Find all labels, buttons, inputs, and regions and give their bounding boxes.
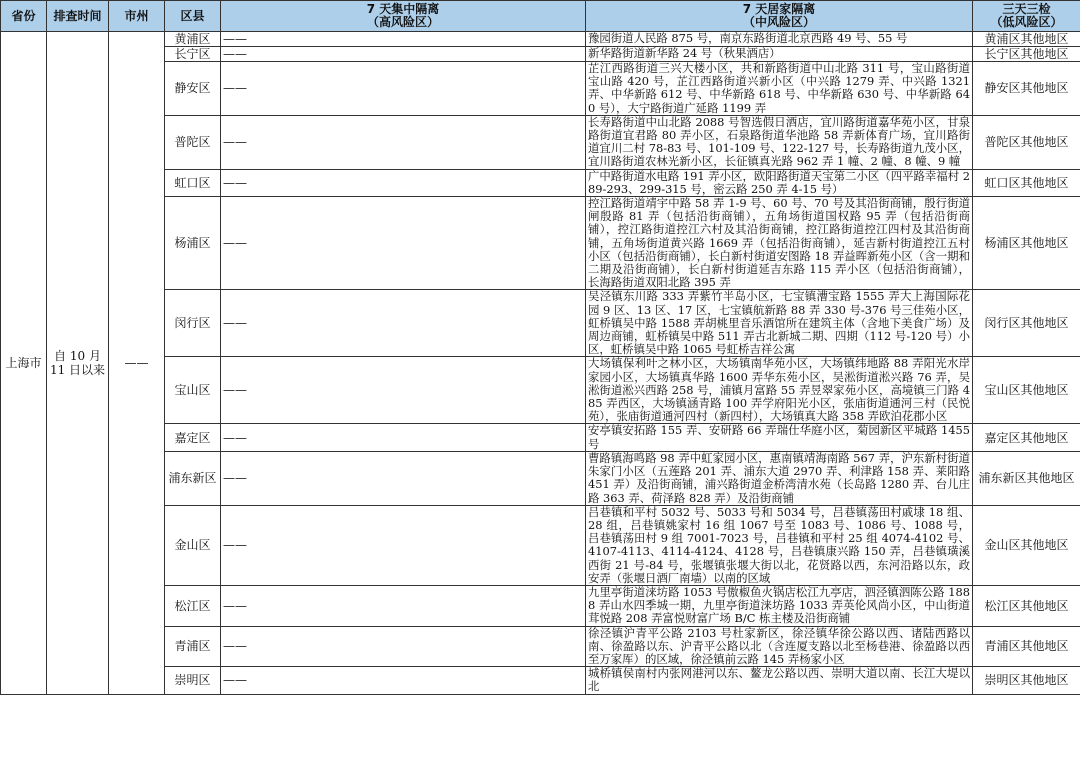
low-risk-cell: 黄浦区其他地区 <box>973 32 1080 47</box>
district-cell: 浦东新区 <box>165 451 221 505</box>
mid-risk-cell: 芷江西路街道三兴大楼小区，共和新路街道中山北路 311 号，宝山路街道宝山路 420 号，芷江西路街道兴新小区（中兴路 1279 弄、中兴路 1321 弄、中华新路 612 号、中华新路 618 号、中华新路 630 号、中华新路 640 号），大宁路街道广延路 1199 弄 <box>586 62 973 116</box>
table-body <box>1 32 1080 695</box>
header-mid-sub: （中风险区） <box>742 15 815 29</box>
mid-risk-cell: 九里亭街道涞坊路 1053 号傲椒鱼火锅店松江九亭店，泗泾镇泗陈公路 1888 弄山水四季城一期，九里亭街道涞坊路 1033 弄英伦风尚小区，中山街道茸悦路 208 弄富悦财富广场 B/C 栋主楼及沿街商铺 <box>586 585 973 626</box>
mid-risk-cell: 吕巷镇和平村 5032 号、5033 号和 5034 号，吕巷镇荡田村戚埭 18 组、28 组，吕巷镇姚家村 16 组 1067 号至 1083 号、1086 号、1088 号，吕巷镇荡田村 9 组 7001-7023 号，吕巷镇和平村 25 组 4074-4102 号、4107-4113、4114-4124、4128 号，吕巷镇康兴路 150 弄，吕巷镇璜溪西街 21 号-84 号，张堰镇张堰大街以北，花贤路以西，东河沿路以东，政安弄（张堰日酒厂南墙）以南的区域 <box>586 505 973 585</box>
mid-risk-cell: 曹路镇海鸣路 98 弄中虹家园小区，惠南镇靖海南路 567 弄，沪东新村街道朱家门小区（五莲路 201 弄、浦东大道 2970 弄、利津路 158 弄、莱阳路 451 弄）及沿街商铺，浦兴路街道金桥湾清水苑（长岛路 1280 弄、台儿庄路 363 弄、荷泽路 828 弄）及沿街商铺 <box>586 451 973 505</box>
high-risk-cell: —— <box>221 505 586 585</box>
low-risk-cell: 青浦区其他地区 <box>973 626 1080 667</box>
low-risk-cell: 长宁区其他地区 <box>973 47 1080 62</box>
high-risk-cell: —— <box>221 585 586 626</box>
district-cell: 普陀区 <box>165 115 221 169</box>
district-cell: 崇明区 <box>165 667 221 694</box>
low-risk-cell: 虹口区其他地区 <box>973 169 1080 196</box>
header-high-title: 7 天集中隔离 <box>366 2 440 16</box>
district-cell: 杨浦区 <box>165 197 221 290</box>
header-district: 区县 <box>165 1 221 32</box>
header-row <box>1 1 1080 32</box>
high-risk-cell: —— <box>221 424 586 451</box>
province-cell: 上海市 <box>1 32 47 695</box>
high-risk-cell: —— <box>221 32 586 47</box>
header-check-time: 排查时间 <box>47 1 109 32</box>
district-cell: 宝山区 <box>165 357 221 424</box>
low-risk-cell: 宝山区其他地区 <box>973 357 1080 424</box>
district-cell: 松江区 <box>165 585 221 626</box>
mid-risk-cell: 吴泾镇东川路 333 弄紫竹半岛小区，七宝镇漕宝路 1555 弄大上海国际花园 9 区、13 区、17 区，七宝镇航新路 88 弄 330 号-376 号三佳苑小区，虹桥镇吴中路 1588 弄胡桃里音乐酒馆所在建筑主体（含地下美食广场）及周边商铺，虹桥镇吴中路 511 弄古北新城二期、四期（112 号-120 号）小区，虹桥镇吴中路 1065 号虹桥吉祥公寓 <box>586 290 973 357</box>
low-risk-cell: 嘉定区其他地区 <box>973 424 1080 451</box>
high-risk-cell: —— <box>221 626 586 667</box>
district-cell: 静安区 <box>165 62 221 116</box>
low-risk-cell: 普陀区其他地区 <box>973 115 1080 169</box>
high-risk-cell: —— <box>221 667 586 694</box>
district-cell: 闵行区 <box>165 290 221 357</box>
district-cell: 青浦区 <box>165 626 221 667</box>
high-risk-cell: —— <box>221 62 586 116</box>
low-risk-cell: 静安区其他地区 <box>973 62 1080 116</box>
low-risk-cell: 松江区其他地区 <box>973 585 1080 626</box>
mid-risk-cell: 广中路街道水电路 191 弄小区，欧阳路街道天宝第二小区（四平路幸福村 289-293、299-315 号，密云路 250 弄 4-15 号） <box>586 169 973 196</box>
header-city: 市州 <box>109 1 165 32</box>
high-risk-cell: —— <box>221 47 586 62</box>
header-low-sub: （低风险区） <box>990 15 1063 29</box>
header-high-sub: （高风险区） <box>366 15 439 29</box>
mid-risk-cell: 长寿路街道中山北路 2088 号智选假日酒店，宜川路街道嘉华苑小区，甘泉路街道宜君路 80 弄小区，石泉路街道华池路 58 弄新体育广场，宜川路街道宜川二村 78-83 号、101-109 号、122-127 号，长寿路街道九茂小区，宜川路街道农林光新小区，长征镇真光路 962 弄 1 幢、2 幢、8 幢、9 幢 <box>586 115 973 169</box>
high-risk-cell: —— <box>221 197 586 290</box>
mid-risk-cell: 豫园街道人民路 875 号，南京东路街道北京西路 49 号、55 号 <box>586 32 973 47</box>
high-risk-cell: —— <box>221 115 586 169</box>
city-cell: —— <box>109 32 165 695</box>
table-row <box>1 32 1080 47</box>
high-risk-cell: —— <box>221 451 586 505</box>
high-risk-cell: —— <box>221 357 586 424</box>
mid-risk-cell: 大场镇保利叶之林小区，大场镇南华苑小区，大场镇纬地路 88 弄阳光水岸家园小区，大场镇真华路 1600 弄华东苑小区，吴淞街道淞兴路 76 弄，吴淞街道淞兴西路 258 号，浦镇月富路 55 弄昱翠家苑小区，高境镇三门路 485 弄西区，大场镇涵青路 100 弄学府阳光小区，张庙街道通河三村（民悦苑），张庙街道通河四村（新四村），大场镇真大路 358 弄欧泊花郡小区 <box>586 357 973 424</box>
header-mid-risk <box>586 1 973 32</box>
high-risk-cell: —— <box>221 290 586 357</box>
district-cell: 虹口区 <box>165 169 221 196</box>
header-low-risk <box>973 1 1080 32</box>
district-cell: 金山区 <box>165 505 221 585</box>
high-risk-cell: —— <box>221 169 586 196</box>
check-time-cell: 自 10 月 11 日以来 <box>47 32 109 695</box>
mid-risk-cell: 安亭镇安拓路 155 弄、安研路 66 弄瑞仕华庭小区，菊园新区平城路 1455 号 <box>586 424 973 451</box>
header-province: 省份 <box>1 1 47 32</box>
mid-risk-cell: 城桥镇侯南村内张网港河以东、鳌龙公路以西、崇明大道以南、长江大堤以北 <box>586 667 973 694</box>
header-low-title: 三天三检 <box>1002 2 1051 16</box>
low-risk-cell: 杨浦区其他地区 <box>973 197 1080 290</box>
district-cell: 嘉定区 <box>165 424 221 451</box>
low-risk-cell: 浦东新区其他地区 <box>973 451 1080 505</box>
mid-risk-cell: 新华路街道新华路 24 号（秋果酒店） <box>586 47 973 62</box>
district-cell: 黄浦区 <box>165 32 221 47</box>
mid-risk-cell: 徐泾镇沪青平公路 2103 号杜家新区，徐泾镇华徐公路以西、诸陆西路以南、徐盈路以东、沪青平公路以北（含连厦支路以北至杨巷港、徐盈路以西至万家厍）的区域，徐泾镇前云路 145 弄杨家小区 <box>586 626 973 667</box>
low-risk-cell: 闵行区其他地区 <box>973 290 1080 357</box>
low-risk-cell: 金山区其他地区 <box>973 505 1080 585</box>
low-risk-cell: 崇明区其他地区 <box>973 667 1080 694</box>
header-mid-title: 7 天居家隔离 <box>742 2 816 16</box>
district-cell: 长宁区 <box>165 47 221 62</box>
mid-risk-cell: 控江路街道靖宇中路 58 弄 1-9 号、60 号、70 号及其沿街商铺，殷行街道闸殷路 81 弄（包括沿街商铺），五角场街道国权路 95 弄（包括沿街商铺），控江路街道控江六村及其沿街商铺，控江路街道控江四村及其沿街商铺，五角场街道黄兴路 1669 弄（包括沿街商铺），延吉新村街道控江五村小区（包括沿街商铺），长白新村街道安图路 18 弄益晖新苑小区（含一期和二期及沿街商铺），长白新村街道延吉东路 115 弄小区（包括沿街商铺），长海路街道双阳北路 395 弄 <box>586 197 973 290</box>
header-high-risk <box>221 1 586 32</box>
